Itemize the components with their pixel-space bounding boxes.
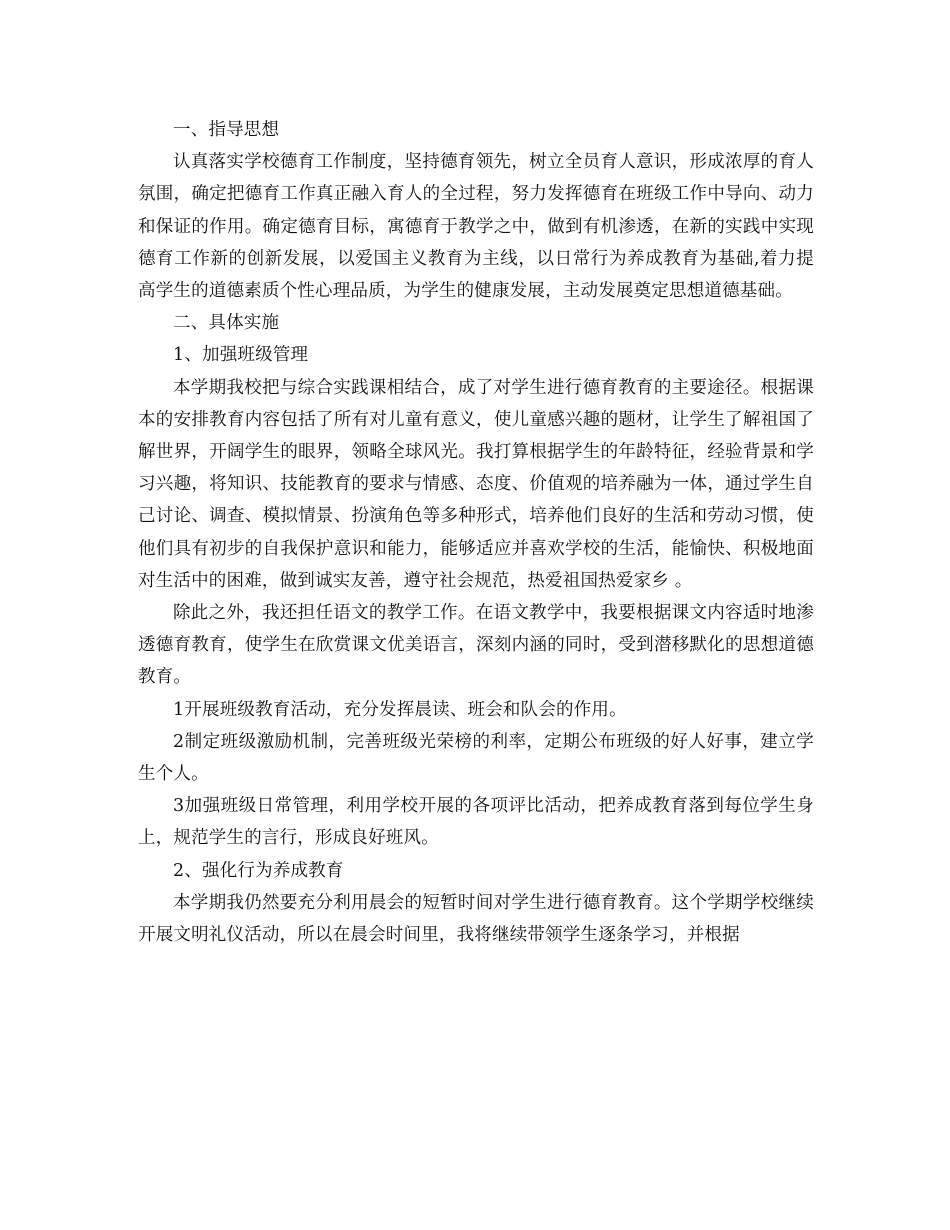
paragraph-guiding-ideology-body: 认真落实学校德育工作制度，坚持德育领先，树立全员育人意识，形成浓厚的育人氛围，确定把德育工作真正融入育人的全过程，努力发挥德育在班级工作中导向、动力和保证的作用。确定德育目标，寓德育于教学之中，做到有机渗透，在新的实践中实现德育工作新的创新发展，以爱国主义教育为主线，以日常行为养成教育为基础,着力提高学生的道德素质个性心理品质，为学生的健康发展，主动发展奠定思想道德基础。 — [138, 152, 814, 302]
document-page — [138, 114, 814, 951]
subsection-heading-class-management: 1、加强班级管理 — [173, 345, 309, 366]
subsection-heading-behavior-education: 2、强化行为养成教育 — [173, 860, 344, 881]
list-item-class-activities: 1开展班级教育活动，充分发挥晨读、班会和队会的作用。 — [173, 699, 627, 720]
section-heading-implementation: 二、具体实施 — [173, 313, 280, 334]
paragraph-behavior-education-body: 本学期我仍然要充分利用晨会的短暂时间对学生进行德育教育。这个学期学校继续开展文明礼仪活动，所以在晨会时间里，我将继续带领学生逐条学习，并根据 — [138, 892, 814, 946]
list-item-daily-management: 3加强班级日常管理，利用学校开展的各项评比活动，把养成教育落到每位学生身上，规范学生的言行，形成良好班风。 — [138, 796, 814, 849]
paragraph-class-management-body: 本学期我校把与综合实践课相结合，成了对学生进行德育教育的主要途径。根据课本的安排教育内容包括了所有对儿童有意义，使儿童感兴趣的题材，让学生了解祖国了解世界，开阔学生的眼界，领略全球风光。我打算根据学生的年龄特征，经验背景和学习兴趣，将知识、技能教育的要求与情感、态度、价值观的培养融为一体，通过学生自己讨论、调查、模拟情景、扮演角色等多种形式，培养他们良好的生活和劳动习惯，使他们具有初步的自我保护意识和能力，能够适应并喜欢学校的生活，能愉快、积极地面对生活中的困难，做到诚实友善，遵守社会规范，热爱祖国热爱家乡 。 — [138, 377, 814, 591]
paragraph-chinese-teaching: 除此之外，我还担任语文的教学工作。在语文教学中，我要根据课文内容适时地渗透德育教育，使学生在欣赏课文优美语言，深刻内涵的同时，受到潜移默化的思想道德教育。 — [138, 603, 814, 688]
section-heading-guiding-ideology: 一、指导思想 — [173, 120, 280, 140]
list-item-incentive-mechanism: 2制定班级激励机制，完善班级光荣榜的利率，定期公布班级的好人好事，建立学生个人。 — [138, 731, 814, 785]
